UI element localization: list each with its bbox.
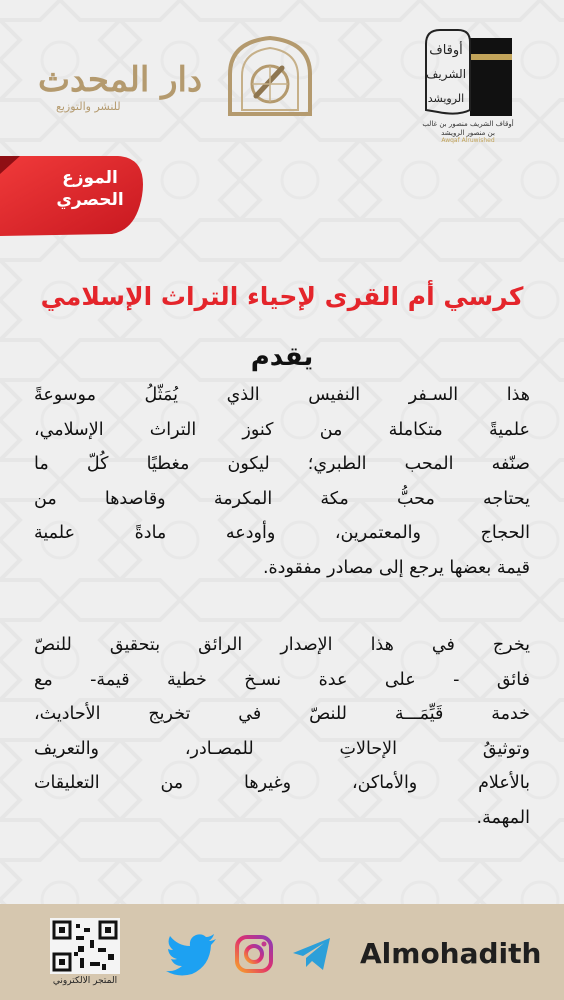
paragraph-line: قيمة بعضها يرجع إلى مصادر مفقودة. bbox=[262, 557, 530, 578]
ribbon-label bbox=[40, 167, 140, 211]
description-paragraph-2 bbox=[34, 628, 530, 835]
endowment-logo bbox=[418, 24, 518, 144]
ribbon-line-1: الموزع bbox=[62, 168, 118, 188]
publisher-emblem-icon bbox=[220, 34, 320, 120]
publisher-name: دار المحدث bbox=[38, 60, 203, 100]
page-title: كرسي أم القرى لإحياء التراث الإسلامي bbox=[40, 282, 524, 311]
paragraph-line: فائق - على عدة نسـخ خطية قيمة- مع bbox=[34, 669, 530, 690]
paragraph-line: يخرج في هذا الإصدار الرائق بتحقيق للنصّ bbox=[34, 635, 530, 655]
paragraph-line: خدمة قَيِّمَـــة للنصّ في تخريج الأحاديث، bbox=[34, 704, 530, 724]
twitter-icon[interactable] bbox=[166, 934, 218, 976]
paragraph-line: بالأعلام والأماكن، وغيرها من التعليقات bbox=[34, 773, 530, 793]
presents-heading: يقدم bbox=[250, 342, 314, 372]
paragraph-line: وتوثيقُ الإحالاتِ للمصـادر، والتعريف bbox=[34, 738, 530, 759]
publisher-logo bbox=[28, 34, 328, 124]
qr-code-icon[interactable] bbox=[50, 918, 120, 974]
paragraph-line: الحجاج والمعتمرين، وأودعه مادةً علمية bbox=[34, 523, 530, 543]
endowment-subtitle: أوقاف الشريف منصور بن غالب بن منصور الرويشد bbox=[422, 120, 514, 137]
kaaba-logo-icon bbox=[418, 24, 518, 120]
svg-text:الرويشد: الرويشد bbox=[427, 92, 465, 105]
paragraph-line: يحتاجه محبُّ مكة المكرمة وقاصدها من bbox=[34, 488, 530, 509]
paragraph-line: المهمة. bbox=[476, 807, 530, 828]
site-handle[interactable]: Almohadith bbox=[360, 937, 542, 970]
ribbon-line-2: الحصري bbox=[56, 190, 124, 210]
svg-text:أوقاف: أوقاف bbox=[429, 43, 463, 58]
svg-text:الشريف: الشريف bbox=[425, 67, 467, 81]
publisher-subtitle: للنشر والتوزيع bbox=[56, 100, 121, 113]
footer bbox=[0, 904, 564, 1000]
paragraph-line: صنّفه المحب الطبري؛ ليكون مغطيًا كُلّ ما bbox=[34, 454, 530, 474]
instagram-icon[interactable] bbox=[234, 934, 274, 974]
paragraph-line: هذا السـفر النفيس الذي يُمَثّلُ موسوعةً bbox=[34, 385, 530, 405]
telegram-icon[interactable] bbox=[290, 932, 334, 976]
qr-label: المتجر الالكتروني bbox=[52, 976, 118, 986]
description-paragraph-1 bbox=[34, 378, 530, 585]
endowment-tag: Awqaf Alruwished bbox=[441, 137, 495, 144]
paragraph-line: علميةً متكاملة من كنوز التراث الإسلامي، bbox=[34, 419, 530, 440]
header bbox=[0, 0, 564, 150]
